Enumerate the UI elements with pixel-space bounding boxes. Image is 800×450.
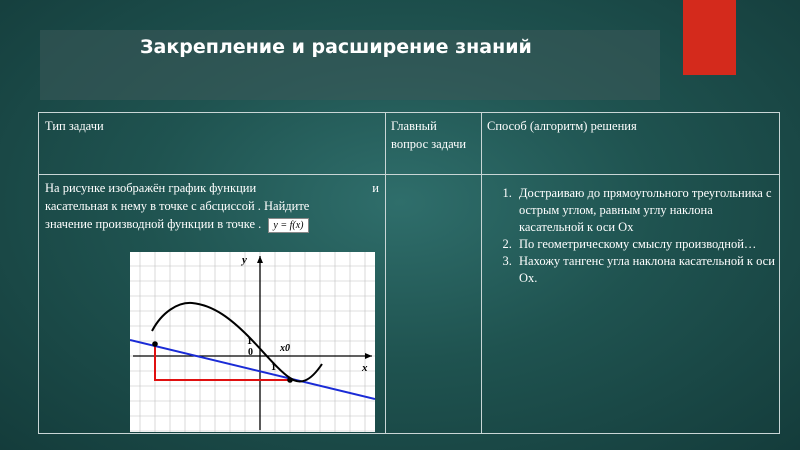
header-solution-method: Способ (алгоритм) решения	[487, 119, 637, 133]
task-text-and: и	[372, 181, 379, 195]
header-main-question: Главный вопрос задачи	[391, 119, 467, 151]
x-tick-one: 1	[271, 362, 276, 373]
task-table	[38, 112, 780, 434]
tangent-point-left	[152, 341, 158, 347]
y-axis-label: y	[242, 254, 247, 266]
origin-label: 0	[248, 347, 253, 358]
task-text-line3: значение производной функции в точке .	[45, 217, 262, 231]
tangent-point	[287, 377, 293, 383]
y-tick-one: 1	[247, 336, 252, 347]
x0-label: x0	[280, 343, 290, 354]
task-text-line1: На рисунке изображён график функции	[45, 181, 257, 195]
accent-bar	[683, 0, 736, 75]
function-formula: y = f(x)	[268, 218, 308, 233]
slide-title: Закрепление и расширение знаний	[140, 36, 532, 58]
task-text-line2: касательная к нему в точке с абсциссой . Найдите	[45, 199, 310, 213]
solution-steps	[481, 181, 781, 291]
column-divider	[385, 113, 386, 433]
function-graph	[130, 252, 375, 432]
solution-step: 1. Достраиваю до прямоугольного треугольника с острым углом, равным углу наклона касательной к оси Ох	[515, 185, 775, 236]
solution-step: 2. По геометрическому смыслу производной…	[515, 236, 775, 253]
solution-step: 3. Нахожу тангенс угла наклона касательной к оси Ох.	[515, 253, 775, 287]
task-description	[39, 175, 385, 237]
x-axis-label: x	[362, 362, 368, 374]
header-task-type: Тип задачи	[45, 119, 104, 133]
